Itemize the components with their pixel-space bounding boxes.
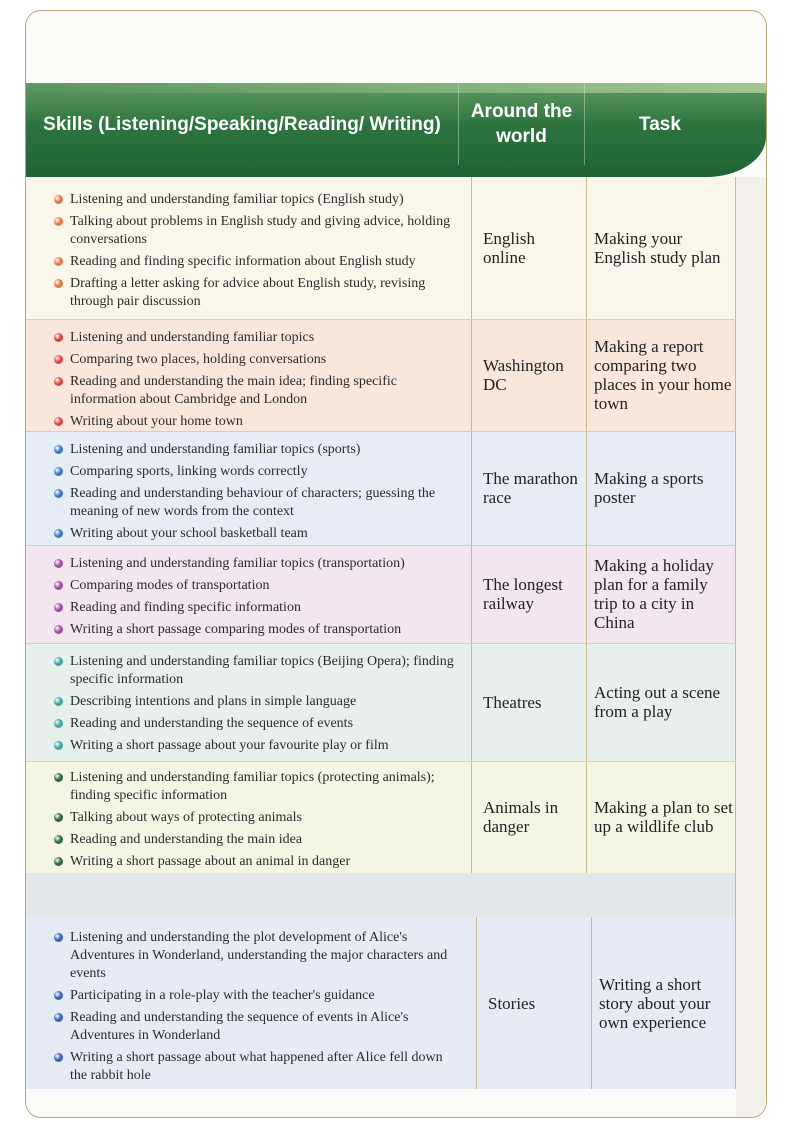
bullet-dot-icon xyxy=(54,991,63,1000)
column-divider xyxy=(476,917,477,1089)
list-item: Reading and understanding behaviour of characters; guessing the meaning of new words from the context xyxy=(54,485,464,521)
bullet-dot-icon xyxy=(54,467,63,476)
bullet-dot-icon xyxy=(54,333,63,342)
bullet-dot-icon xyxy=(54,857,63,866)
task-cell: Making your English study plan xyxy=(594,229,721,267)
list-item: Drafting a letter asking for advice about English study, revising through pair discussion xyxy=(54,275,464,311)
header-skills: Skills (Listening/Speaking/Reading/ Writing) xyxy=(43,113,441,135)
skills-list xyxy=(54,929,456,1089)
world-cell: English online xyxy=(483,229,535,267)
header-task: Task xyxy=(639,113,681,135)
bullet-dot-icon xyxy=(54,813,63,822)
world-cell: The marathon race xyxy=(483,469,578,507)
list-item: Writing a short passage comparing modes of transportation xyxy=(54,621,464,639)
unit-separator-band xyxy=(26,873,736,917)
bullet-dot-icon xyxy=(54,445,63,454)
list-item: Reading and finding specific information about English study xyxy=(54,253,464,271)
task-cell: Making a plan to set up a wildlife club xyxy=(594,798,733,836)
task-cell: Acting out a scene from a play xyxy=(594,683,721,721)
list-item: Reading and understanding the main idea xyxy=(54,831,464,849)
column-divider xyxy=(735,177,736,1089)
list-item: Reading and finding specific information xyxy=(54,599,464,617)
list-item: Listening and understanding the plot development of Alice's Adventures in Wonderland, understanding the major characters and events xyxy=(54,929,456,983)
bullet-dot-icon xyxy=(54,195,63,204)
row-divider xyxy=(26,761,736,762)
list-item: Writing about your school basketball team xyxy=(54,525,464,543)
column-divider xyxy=(471,177,472,873)
right-margin-strip xyxy=(736,177,766,1117)
bullet-dot-icon xyxy=(54,489,63,498)
row-divider xyxy=(26,545,736,546)
bullet-dot-icon xyxy=(54,217,63,226)
bullet-dot-icon xyxy=(54,933,63,942)
bullet-dot-icon xyxy=(54,529,63,538)
bullet-dot-icon xyxy=(54,657,63,666)
row-divider xyxy=(26,643,736,644)
list-item: Writing a short passage about what happened after Alice fell down the rabbit hole xyxy=(54,1049,456,1085)
bullet-dot-icon xyxy=(54,377,63,386)
bullet-dot-icon xyxy=(54,741,63,750)
bullet-dot-icon xyxy=(54,559,63,568)
table-row xyxy=(26,643,736,761)
list-item: Listening and understanding familiar topics xyxy=(54,329,464,347)
list-item: Writing a short passage about an animal in danger xyxy=(54,853,464,871)
table-row xyxy=(26,761,736,873)
bullet-dot-icon xyxy=(54,835,63,844)
table-row xyxy=(26,319,736,431)
list-item: Reading and understanding the sequence of events in Alice's Adventures in Wonderland xyxy=(54,1009,456,1045)
bullet-dot-icon xyxy=(54,257,63,266)
bullet-dot-icon xyxy=(54,1053,63,1062)
table-row xyxy=(26,177,736,319)
bullet-dot-icon xyxy=(54,603,63,612)
column-divider xyxy=(591,917,592,1089)
skills-list xyxy=(54,769,464,875)
list-item: Reading and understanding the main idea; finding specific information about Cambridge and London xyxy=(54,373,464,409)
skills-list xyxy=(54,555,464,643)
bullet-dot-icon xyxy=(54,417,63,426)
column-divider xyxy=(586,177,587,873)
row-divider xyxy=(26,431,736,432)
row-divider xyxy=(26,319,736,320)
list-item: Listening and understanding familiar topics (transportation) xyxy=(54,555,464,573)
table-header xyxy=(26,83,766,177)
bullet-dot-icon xyxy=(54,719,63,728)
bullet-dot-icon xyxy=(54,697,63,706)
task-cell: Making a holiday plan for a family trip to a city in China xyxy=(594,556,714,632)
world-cell: Theatres xyxy=(483,692,542,712)
list-item: Describing intentions and plans in simple language xyxy=(54,693,464,711)
list-item: Writing about your home town xyxy=(54,413,464,431)
table-row xyxy=(26,431,736,545)
list-item: Participating in a role-play with the teacher's guidance xyxy=(54,987,456,1005)
task-cell: Writing a short story about your own experience xyxy=(599,974,711,1032)
bullet-dot-icon xyxy=(54,581,63,590)
list-item: Talking about problems in English study and giving advice, holding conversations xyxy=(54,213,464,249)
skills-list xyxy=(54,191,464,315)
skills-list xyxy=(54,441,464,547)
world-cell: Stories xyxy=(488,993,536,1013)
list-item: Listening and understanding familiar topics (Beijing Opera); finding specific information xyxy=(54,653,464,689)
table-row xyxy=(26,917,736,1089)
list-item: Comparing modes of transportation xyxy=(54,577,464,595)
bullet-dot-icon xyxy=(54,773,63,782)
list-item: Reading and understanding the sequence of events xyxy=(54,715,464,733)
list-item: Writing a short passage about your favourite play or film xyxy=(54,737,464,755)
list-item: Comparing two places, holding conversations xyxy=(54,351,464,369)
skills-list xyxy=(54,329,464,435)
bullet-dot-icon xyxy=(54,1013,63,1022)
bullet-dot-icon xyxy=(54,625,63,634)
task-cell: Making a sports poster xyxy=(594,469,704,507)
list-item: Listening and understanding familiar topics (protecting animals); finding specific information xyxy=(54,769,464,805)
curriculum-card xyxy=(25,10,767,1118)
list-item: Comparing sports, linking words correctly xyxy=(54,463,464,481)
skills-list xyxy=(54,653,464,759)
world-cell: Animals in danger xyxy=(483,798,559,836)
list-item: Listening and understanding familiar topics (sports) xyxy=(54,441,464,459)
world-cell: Washington DC xyxy=(483,356,564,394)
list-item: Listening and understanding familiar topics (English study) xyxy=(54,191,464,209)
task-cell: Making a report comparing two places in your home town xyxy=(594,337,732,413)
table-row xyxy=(26,545,736,643)
bullet-dot-icon xyxy=(54,355,63,364)
header-world: Around the world xyxy=(470,101,573,147)
world-cell: The longest railway xyxy=(483,575,563,613)
bullet-dot-icon xyxy=(54,279,63,288)
list-item: Talking about ways of protecting animals xyxy=(54,809,464,827)
